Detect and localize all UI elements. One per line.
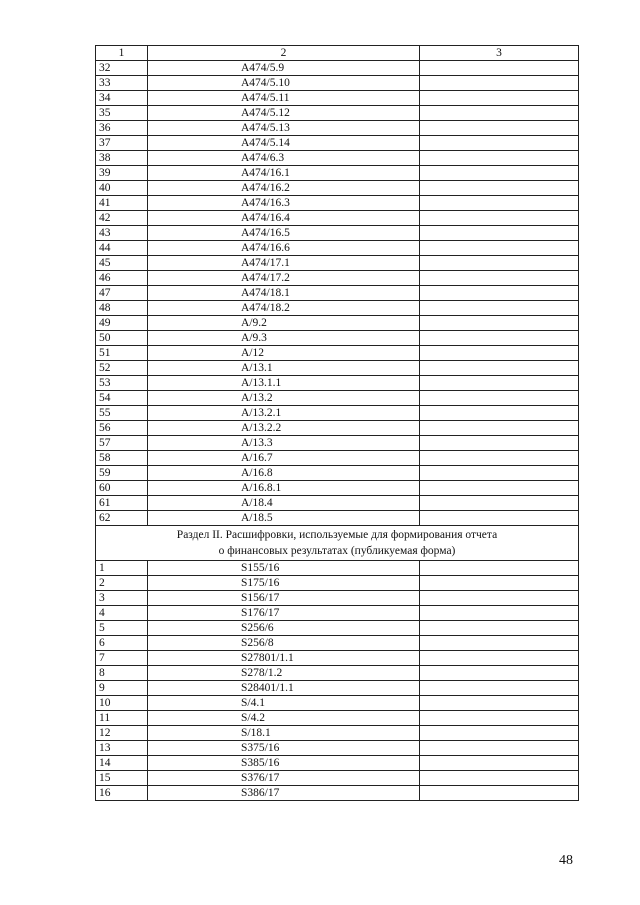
- empty-cell: [420, 591, 579, 606]
- table-row: [96, 651, 579, 666]
- empty-cell: [420, 756, 579, 771]
- row-number: 34: [96, 91, 148, 106]
- empty-cell: [420, 181, 579, 196]
- table-row: [96, 621, 579, 636]
- empty-cell: [420, 711, 579, 726]
- decoding-code: S/4.2: [148, 711, 420, 726]
- row-number: 59: [96, 466, 148, 481]
- decoding-code: S375/16: [148, 741, 420, 756]
- empty-cell: [420, 681, 579, 696]
- row-number: 33: [96, 76, 148, 91]
- table-row: [96, 681, 579, 696]
- row-number: 16: [96, 786, 148, 801]
- empty-cell: [420, 376, 579, 391]
- empty-cell: [420, 196, 579, 211]
- table-row: [96, 196, 579, 211]
- decoding-code: A474/5.14: [148, 136, 420, 151]
- row-number: 52: [96, 361, 148, 376]
- decoding-code: A474/16.2: [148, 181, 420, 196]
- row-number: 12: [96, 726, 148, 741]
- decoding-code: A/13.2.1: [148, 406, 420, 421]
- row-number: 45: [96, 256, 148, 271]
- empty-cell: [420, 241, 579, 256]
- decoding-code: A474/17.2: [148, 271, 420, 286]
- empty-cell: [420, 76, 579, 91]
- decoding-code: A474/5.13: [148, 121, 420, 136]
- empty-cell: [420, 391, 579, 406]
- decoding-code: S27801/1.1: [148, 651, 420, 666]
- empty-cell: [420, 561, 579, 576]
- table-row: [96, 241, 579, 256]
- section-title: [96, 526, 579, 561]
- empty-cell: [420, 421, 579, 436]
- empty-cell: [420, 621, 579, 636]
- row-number: 9: [96, 681, 148, 696]
- row-number: 35: [96, 106, 148, 121]
- empty-cell: [420, 361, 579, 376]
- decoding-code: A/12: [148, 346, 420, 361]
- table-row: [96, 756, 579, 771]
- table-row: [96, 726, 579, 741]
- empty-cell: [420, 61, 579, 76]
- header-cell-col1: 1: [96, 46, 148, 61]
- row-number: 5: [96, 621, 148, 636]
- row-number: 7: [96, 651, 148, 666]
- row-number: 40: [96, 181, 148, 196]
- empty-cell: [420, 271, 579, 286]
- empty-cell: [420, 301, 579, 316]
- decoding-code: S155/16: [148, 561, 420, 576]
- row-number: 32: [96, 61, 148, 76]
- decoding-code: A474/5.10: [148, 76, 420, 91]
- table-row: [96, 211, 579, 226]
- row-number: 37: [96, 136, 148, 151]
- empty-cell: [420, 576, 579, 591]
- table-row: [96, 451, 579, 466]
- table-row: [96, 511, 579, 526]
- row-number: 38: [96, 151, 148, 166]
- decoding-code: S/4.1: [148, 696, 420, 711]
- header-cell-col2: 2: [148, 46, 420, 61]
- row-number: 49: [96, 316, 148, 331]
- table-row: [96, 576, 579, 591]
- table-row: [96, 181, 579, 196]
- empty-cell: [420, 226, 579, 241]
- table-row: [96, 166, 579, 181]
- empty-cell: [420, 106, 579, 121]
- empty-cell: [420, 166, 579, 181]
- row-number: 46: [96, 271, 148, 286]
- empty-cell: [420, 211, 579, 226]
- table-row: [96, 136, 579, 151]
- table-row: [96, 151, 579, 166]
- decoding-code: S/18.1: [148, 726, 420, 741]
- row-number: 44: [96, 241, 148, 256]
- empty-cell: [420, 331, 579, 346]
- row-number: 60: [96, 481, 148, 496]
- empty-cell: [420, 136, 579, 151]
- decoding-code: A/9.2: [148, 316, 420, 331]
- table-row: [96, 106, 579, 121]
- table-row: [96, 496, 579, 511]
- row-number: 39: [96, 166, 148, 181]
- table-row: [96, 561, 579, 576]
- empty-cell: [420, 786, 579, 801]
- row-number: 58: [96, 451, 148, 466]
- table-row: [96, 271, 579, 286]
- table-row: [96, 696, 579, 711]
- row-number: 61: [96, 496, 148, 511]
- empty-cell: [420, 346, 579, 361]
- decoding-code: S385/16: [148, 756, 420, 771]
- decoding-code: S256/8: [148, 636, 420, 651]
- table-row: [96, 786, 579, 801]
- empty-cell: [420, 771, 579, 786]
- empty-cell: [420, 286, 579, 301]
- empty-cell: [420, 666, 579, 681]
- row-number: 43: [96, 226, 148, 241]
- table-row: [96, 606, 579, 621]
- row-number: 53: [96, 376, 148, 391]
- row-number: 2: [96, 576, 148, 591]
- empty-cell: [420, 256, 579, 271]
- decoding-code: A474/18.1: [148, 286, 420, 301]
- decoding-code: A474/16.1: [148, 166, 420, 181]
- section-header-row: [96, 526, 579, 561]
- decoding-code: A/13.1.1: [148, 376, 420, 391]
- empty-cell: [420, 436, 579, 451]
- table-row: [96, 331, 579, 346]
- decoding-code: A474/18.2: [148, 301, 420, 316]
- decoding-code: S376/17: [148, 771, 420, 786]
- decoding-code: S156/17: [148, 591, 420, 606]
- decoding-code: A/18.5: [148, 511, 420, 526]
- table-body: [96, 46, 579, 801]
- row-number: 55: [96, 406, 148, 421]
- empty-cell: [420, 741, 579, 756]
- table-row: [96, 436, 579, 451]
- decoding-code: A/13.2: [148, 391, 420, 406]
- table-row: [96, 636, 579, 651]
- decoding-code: A/16.7: [148, 451, 420, 466]
- empty-cell: [420, 726, 579, 741]
- row-number: 14: [96, 756, 148, 771]
- empty-cell: [420, 151, 579, 166]
- table-row: [96, 376, 579, 391]
- empty-cell: [420, 91, 579, 106]
- row-number: 3: [96, 591, 148, 606]
- decoding-code: A474/16.6: [148, 241, 420, 256]
- empty-cell: [420, 511, 579, 526]
- row-number: 62: [96, 511, 148, 526]
- row-number: 41: [96, 196, 148, 211]
- empty-cell: [420, 481, 579, 496]
- table-row: [96, 421, 579, 436]
- table-row: [96, 666, 579, 681]
- decoding-code: A474/16.5: [148, 226, 420, 241]
- decoding-code: S176/17: [148, 606, 420, 621]
- decoding-code: A/13.1: [148, 361, 420, 376]
- decoding-code: A474/16.3: [148, 196, 420, 211]
- section-title-line1: Раздел II. Расшифровки, используемые для формирования отчета: [176, 529, 498, 541]
- table-row: [96, 256, 579, 271]
- table-row: [96, 346, 579, 361]
- decoding-code: S256/6: [148, 621, 420, 636]
- table-row: [96, 316, 579, 331]
- decoding-code: S175/16: [148, 576, 420, 591]
- row-number: 48: [96, 301, 148, 316]
- decoding-code: S386/17: [148, 786, 420, 801]
- row-number: 56: [96, 421, 148, 436]
- table-row: [96, 91, 579, 106]
- table-row: [96, 406, 579, 421]
- row-number: 42: [96, 211, 148, 226]
- row-number: 10: [96, 696, 148, 711]
- empty-cell: [420, 406, 579, 421]
- empty-cell: [420, 696, 579, 711]
- decoding-code: A/13.2.2: [148, 421, 420, 436]
- row-number: 36: [96, 121, 148, 136]
- row-number: 47: [96, 286, 148, 301]
- table-row: [96, 286, 579, 301]
- section-title-line2: о финансовых результатах (публикуемая форма): [218, 545, 456, 557]
- page-number: 48: [559, 853, 573, 868]
- table-row: [96, 61, 579, 76]
- decoding-code: S28401/1.1: [148, 681, 420, 696]
- row-number: 6: [96, 636, 148, 651]
- table-row: [96, 771, 579, 786]
- decoding-code: A474/17.1: [148, 256, 420, 271]
- row-number: 51: [96, 346, 148, 361]
- row-number: 57: [96, 436, 148, 451]
- row-number: 50: [96, 331, 148, 346]
- table-row: [96, 391, 579, 406]
- table-row: [96, 226, 579, 241]
- empty-cell: [420, 496, 579, 511]
- decoding-code: A474/5.12: [148, 106, 420, 121]
- row-number: 13: [96, 741, 148, 756]
- decoding-code: A/16.8: [148, 466, 420, 481]
- decoding-table: [95, 45, 579, 801]
- decoding-code: A/9.3: [148, 331, 420, 346]
- row-number: 1: [96, 561, 148, 576]
- decoding-code: A/13.3: [148, 436, 420, 451]
- row-number: 8: [96, 666, 148, 681]
- table-row: [96, 121, 579, 136]
- table-row: [96, 741, 579, 756]
- decoding-code: A474/5.9: [148, 61, 420, 76]
- row-number: 4: [96, 606, 148, 621]
- table-row: [96, 466, 579, 481]
- decoding-code: A474/6.3: [148, 151, 420, 166]
- empty-cell: [420, 636, 579, 651]
- decoding-code: S278/1.2: [148, 666, 420, 681]
- row-number: 15: [96, 771, 148, 786]
- table-row: [96, 481, 579, 496]
- table-row: [96, 361, 579, 376]
- table-row: [96, 711, 579, 726]
- table-row: [96, 76, 579, 91]
- decoding-code: A474/5.11: [148, 91, 420, 106]
- empty-cell: [420, 606, 579, 621]
- empty-cell: [420, 651, 579, 666]
- empty-cell: [420, 451, 579, 466]
- table-row: [96, 591, 579, 606]
- header-row: [96, 46, 579, 61]
- decoding-code: A/18.4: [148, 496, 420, 511]
- empty-cell: [420, 316, 579, 331]
- empty-cell: [420, 466, 579, 481]
- header-cell-col3: 3: [420, 46, 579, 61]
- decoding-code: A/16.8.1: [148, 481, 420, 496]
- table-row: [96, 301, 579, 316]
- decoding-code: A474/16.4: [148, 211, 420, 226]
- row-number: 11: [96, 711, 148, 726]
- row-number: 54: [96, 391, 148, 406]
- empty-cell: [420, 121, 579, 136]
